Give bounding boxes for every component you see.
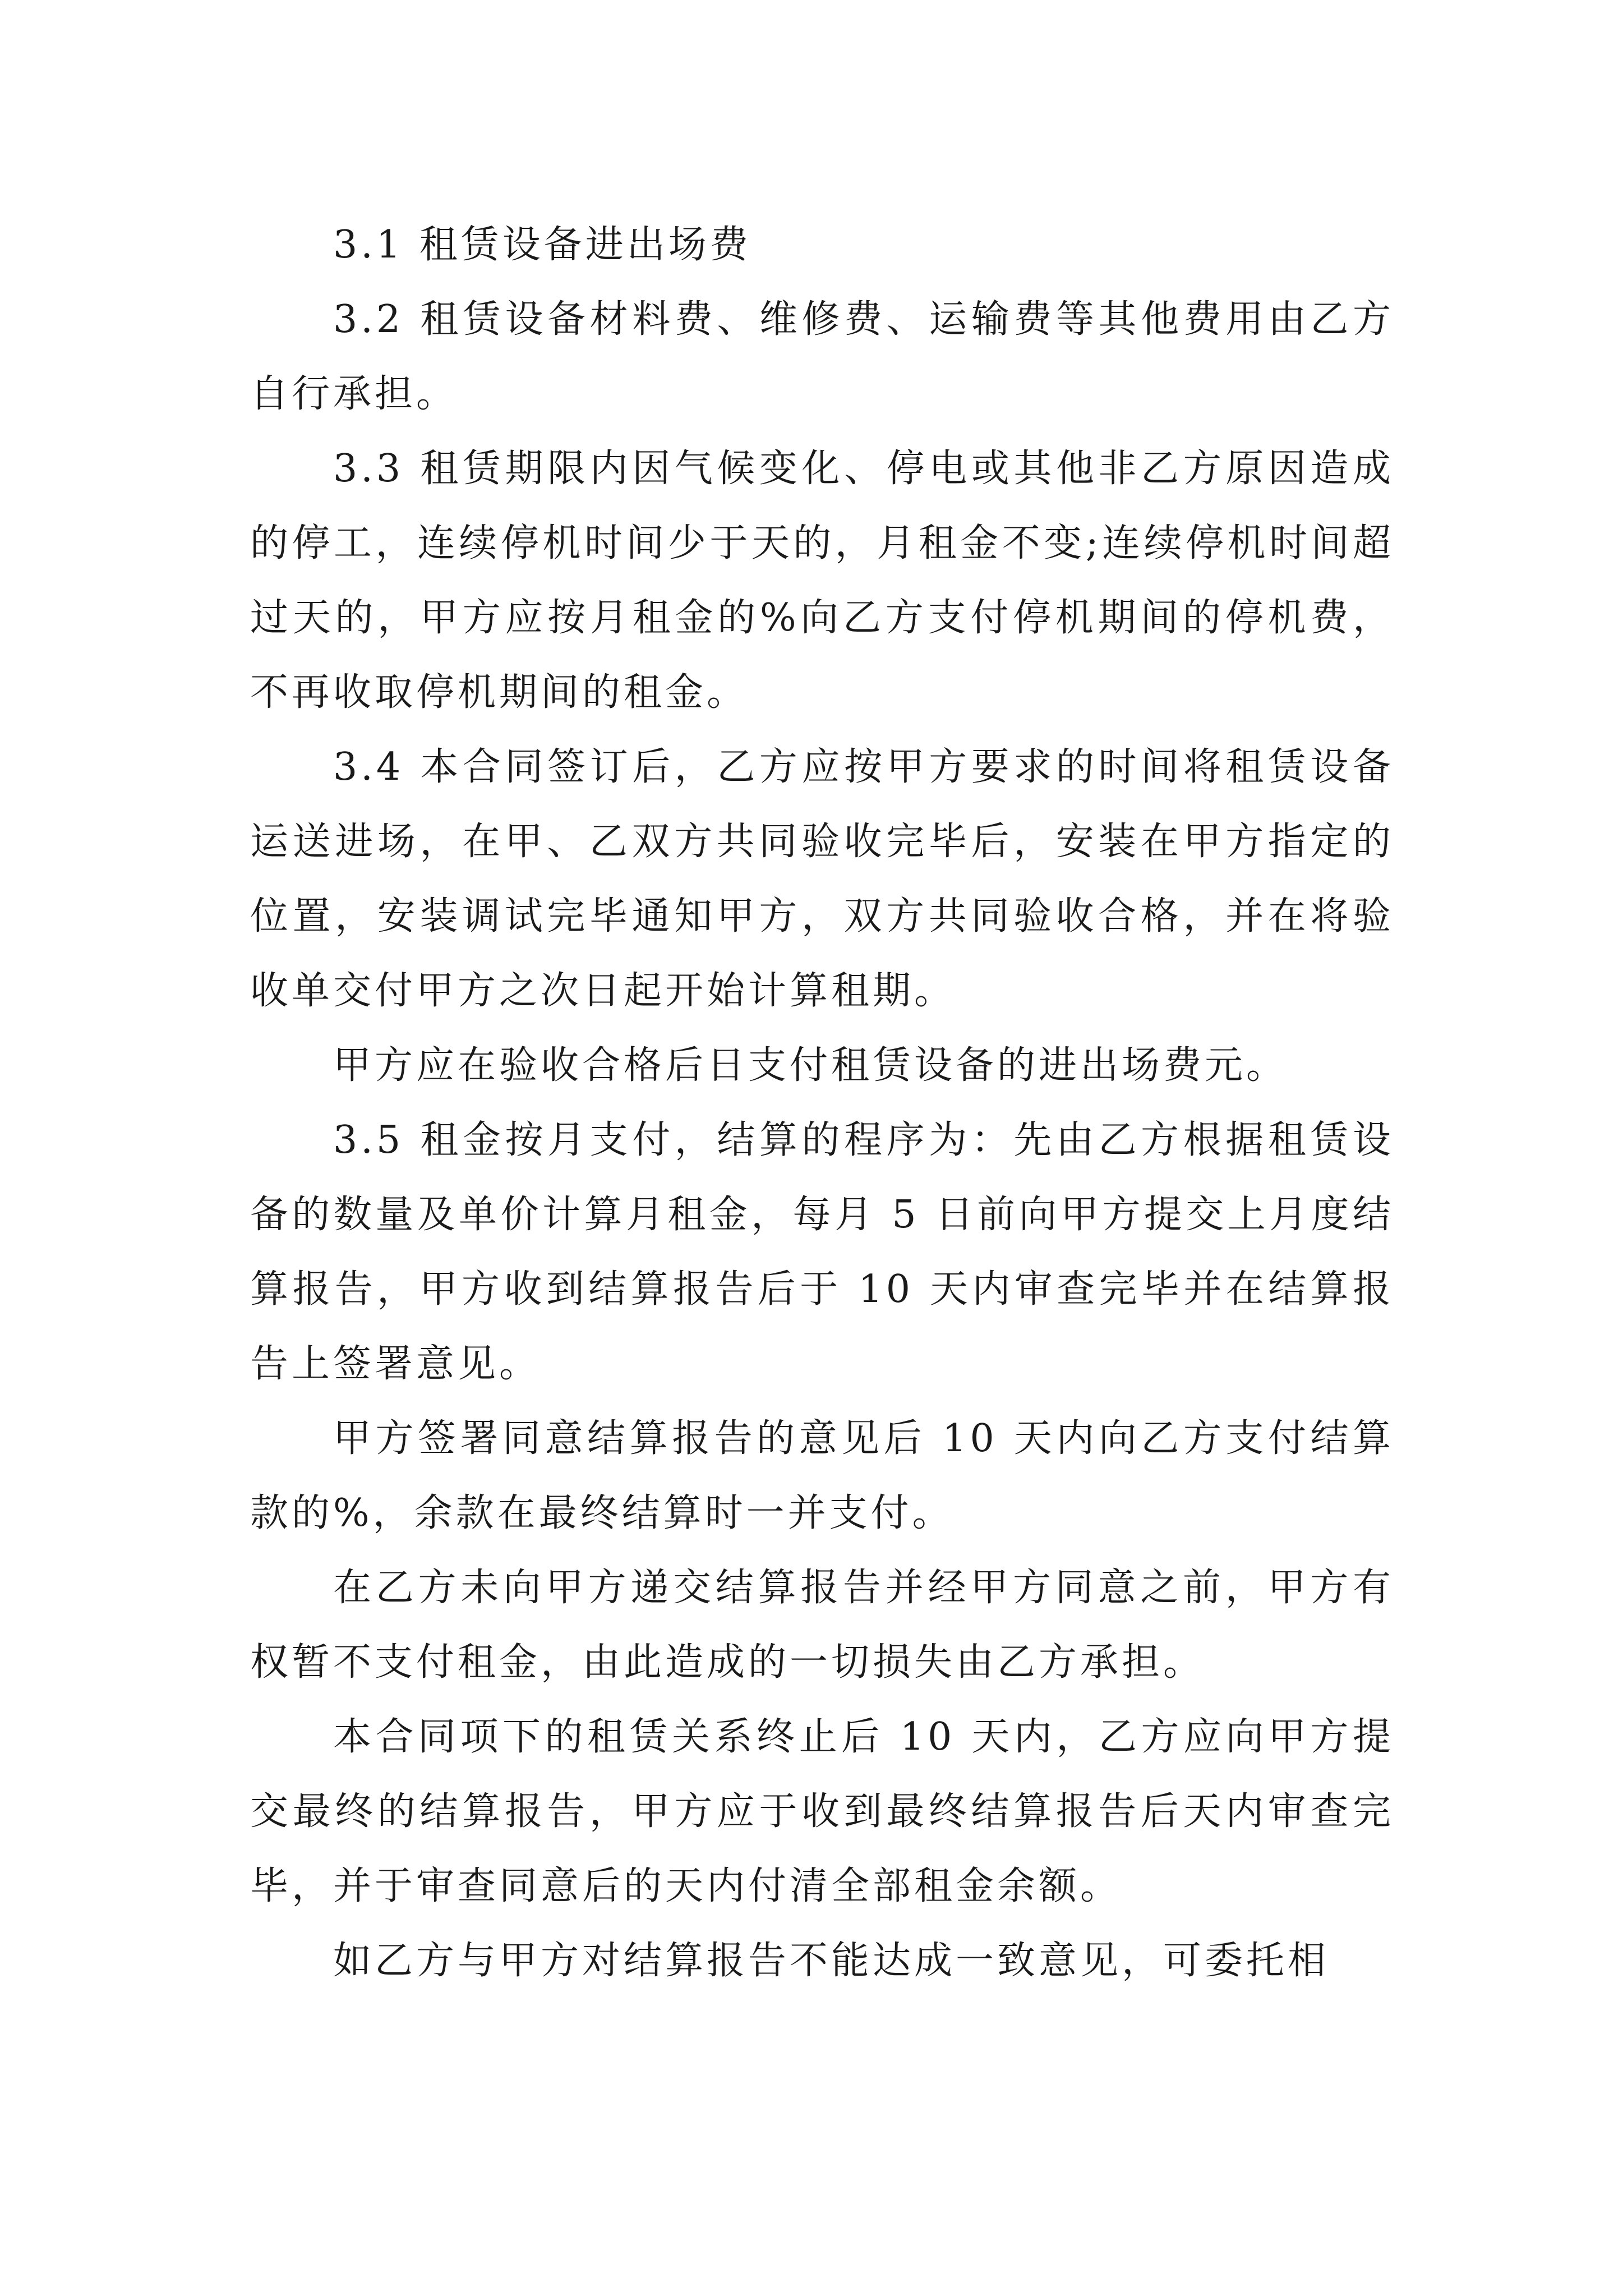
paragraph-3-3: 3.3 租赁期限内因气候变化、停电或其他非乙方原因造成的停工，连续停机时间少于天的，月租金不变;连续停机时间超过天的，甲方应按月租金的%向乙方支付停机期间的停机费，不再收取停机期间的租金。: [250, 447, 1394, 715]
paragraph-withhold: 在乙方未向甲方递交结算报告并经甲方同意之前，甲方有权暂不支付租金，由此造成的一切损失由乙方承担。: [250, 1566, 1394, 1685]
paragraph-dispute: 如乙方与甲方对结算报告不能达成一致意见，可委托相: [333, 1939, 1330, 1983]
paragraph-payment: 甲方签署同意结算报告的意见后 10 天内向乙方支付结算款的%，余款在最终结算时一并支付。: [250, 1416, 1394, 1535]
contract-body: [250, 208, 1394, 1998]
paragraph-3-1: 3.1 租赁设备进出场费: [333, 223, 751, 267]
paragraph-final-settlement: 本合同项下的租赁关系终止后 10 天内，乙方应向甲方提交最终的结算报告，甲方应于收到最终结算报告后天内审查完毕，并于审查同意后的天内付清全部租金余额。: [250, 1715, 1394, 1908]
paragraph-entry-fee: 甲方应在验收合格后日支付租赁设备的进出场费元。: [333, 1043, 1288, 1088]
paragraph-3-2: 3.2 租赁设备材料费、维修费、运输费等其他费用由乙方自行承担。: [250, 297, 1394, 416]
paragraph-3-4: 3.4 本合同签订后，乙方应按甲方要求的时间将租赁设备运送进场，在甲、乙双方共同验收完毕后，安装在甲方指定的位置，安装调试完毕通知甲方，双方共同验收合格，并在将验收单交付甲方之次日起开始计算租期。: [250, 745, 1394, 1013]
paragraph-3-5: 3.5 租金按月支付，结算的程序为：先由乙方根据租赁设备的数量及单价计算月租金，每月 5 日前向甲方提交上月度结算报告，甲方收到结算报告后于 10 天内审查完毕并在结算报告上签署意见。: [250, 1118, 1394, 1386]
